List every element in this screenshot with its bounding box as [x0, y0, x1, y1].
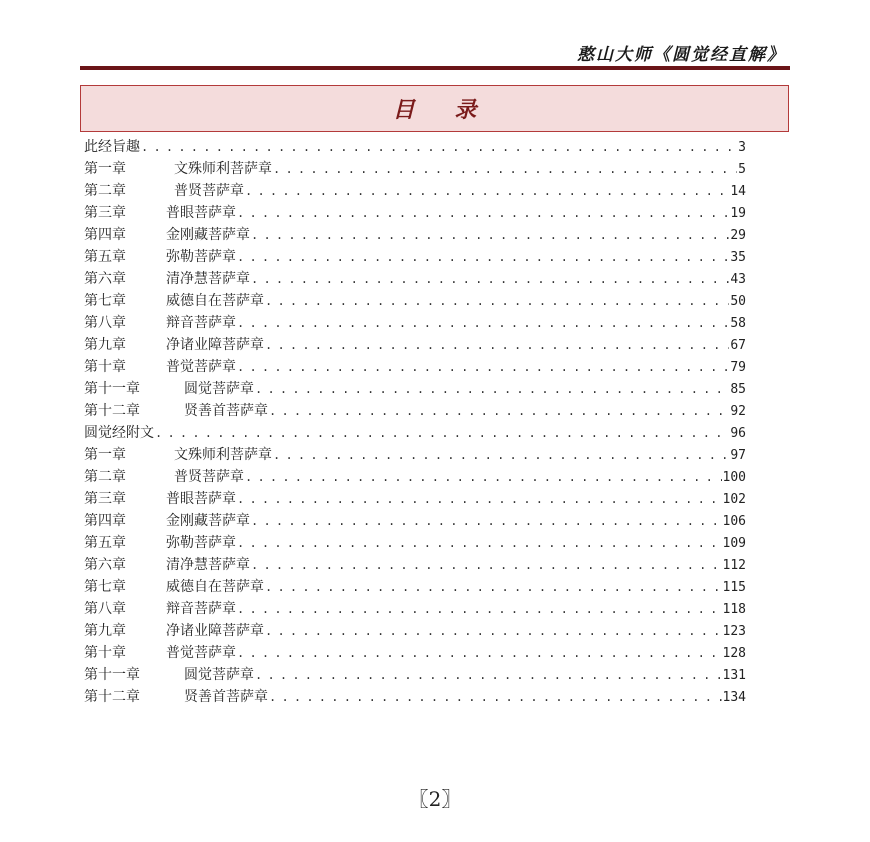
- toc-chapter-name: 威德自在菩萨章: [166, 293, 264, 309]
- toc-leader-dots: [273, 444, 729, 466]
- toc-chapter-name: 普贤菩萨章: [174, 469, 244, 485]
- toc-page-number: 43: [730, 272, 746, 287]
- toc-chapter: 第四章: [84, 227, 126, 243]
- toc-title-box: [80, 85, 789, 132]
- toc-leader-dots: [237, 202, 729, 224]
- toc-leader-dots: [255, 664, 722, 686]
- toc-entry[interactable]: [84, 664, 746, 686]
- toc-chapter: 第七章: [84, 293, 126, 309]
- toc-leader-dots: [237, 598, 722, 620]
- toc-entry[interactable]: [84, 620, 746, 642]
- toc-leader-dots: [255, 378, 729, 400]
- toc-chapter: 此经旨趣: [84, 139, 140, 155]
- toc-chapter: 圆觉经附文: [84, 425, 154, 441]
- toc-page-number: 58: [730, 316, 746, 331]
- toc-leader-dots: [269, 686, 722, 708]
- toc-entry[interactable]: [84, 136, 746, 158]
- toc-leader-dots: [245, 180, 729, 202]
- toc-page-number: 128: [722, 646, 746, 661]
- toc-leader-dots: [237, 356, 729, 378]
- toc-leader-dots: [245, 466, 722, 488]
- toc-page-number: 100: [722, 470, 746, 485]
- toc-page-number: 102: [722, 492, 746, 507]
- toc-entry[interactable]: [84, 290, 746, 312]
- toc-chapter: 第二章: [84, 183, 126, 199]
- toc-entry[interactable]: [84, 554, 746, 576]
- toc-page-number: 115: [722, 580, 746, 595]
- toc-entry[interactable]: [84, 598, 746, 620]
- toc-page-number: 106: [722, 514, 746, 529]
- toc-entry[interactable]: [84, 334, 746, 356]
- toc-chapter: 第九章: [84, 337, 126, 353]
- toc-entry[interactable]: [84, 246, 746, 268]
- toc-page-number: 5: [738, 162, 746, 177]
- running-header: 憨山大师《圆觉经直解》: [577, 45, 786, 65]
- toc-title: 目 录: [392, 97, 493, 123]
- toc-chapter: 第十章: [84, 359, 126, 375]
- toc-chapter-name: 威德自在菩萨章: [166, 579, 264, 595]
- toc-leader-dots: [265, 576, 722, 598]
- toc-leader-dots: [265, 620, 722, 642]
- toc-entry[interactable]: [84, 400, 746, 422]
- toc-entry[interactable]: [84, 444, 746, 466]
- toc-chapter: 第一章: [84, 447, 126, 463]
- toc-page-number: 96: [730, 426, 746, 441]
- toc-page-number: 85: [730, 382, 746, 397]
- toc-entry[interactable]: [84, 576, 746, 598]
- toc-entry[interactable]: [84, 356, 746, 378]
- toc-chapter: 第十二章: [84, 403, 140, 419]
- toc-chapter-name: 净诸业障菩萨章: [166, 337, 264, 353]
- header-rule: [80, 66, 790, 70]
- toc-leader-dots: [251, 224, 729, 246]
- toc-chapter: 第一章: [84, 161, 126, 177]
- toc-page-number: 92: [730, 404, 746, 419]
- toc-entry[interactable]: [84, 268, 746, 290]
- toc-entry[interactable]: [84, 686, 746, 708]
- toc-chapter: 第六章: [84, 271, 126, 287]
- toc-chapter: 第十章: [84, 645, 126, 661]
- toc-chapter: 第八章: [84, 601, 126, 617]
- toc-page-number: 123: [722, 624, 746, 639]
- toc-chapter: 第九章: [84, 623, 126, 639]
- toc-leader-dots: [273, 158, 737, 180]
- toc-entry[interactable]: [84, 488, 746, 510]
- toc-page-number: 3: [738, 140, 746, 155]
- toc-entry[interactable]: [84, 510, 746, 532]
- toc-chapter-name: 金刚藏菩萨章: [166, 227, 250, 243]
- toc-chapter: 第二章: [84, 469, 126, 485]
- toc-leader-dots: [265, 290, 729, 312]
- toc-leader-dots: [237, 312, 729, 334]
- toc-entry[interactable]: [84, 378, 746, 400]
- toc-page-number: 29: [730, 228, 746, 243]
- toc-page-number: 19: [730, 206, 746, 221]
- toc-page-number: 109: [722, 536, 746, 551]
- toc-page-number: 14: [730, 184, 746, 199]
- toc-chapter: 第十二章: [84, 689, 140, 705]
- toc-chapter-name: 弥勒菩萨章: [166, 535, 236, 551]
- toc-chapter-name: 普贤菩萨章: [174, 183, 244, 199]
- toc-page-number: 50: [730, 294, 746, 309]
- page-number: 〖2〗: [408, 787, 462, 811]
- toc-entry[interactable]: [84, 466, 746, 488]
- toc-chapter-name: 金刚藏菩萨章: [166, 513, 250, 529]
- toc-leader-dots: [237, 532, 722, 554]
- toc-chapter-name: 清净慧菩萨章: [166, 557, 250, 573]
- toc-leader-dots: [237, 642, 722, 664]
- toc-page-number: 112: [722, 558, 746, 573]
- toc-chapter: 第三章: [84, 491, 126, 507]
- toc-entry[interactable]: [84, 158, 746, 180]
- toc-page-number: 67: [730, 338, 746, 353]
- toc-chapter-name: 贤善首菩萨章: [184, 403, 268, 419]
- toc-chapter-name: 文殊师利菩萨章: [174, 447, 272, 463]
- toc-chapter: 第七章: [84, 579, 126, 595]
- toc-leader-dots: [237, 246, 729, 268]
- toc-leader-dots: [141, 136, 737, 158]
- toc-leader-dots: [251, 510, 722, 532]
- toc-chapter-name: 文殊师利菩萨章: [174, 161, 272, 177]
- toc-chapter: 第六章: [84, 557, 126, 573]
- toc-leader-dots: [265, 334, 729, 356]
- toc-leader-dots: [237, 488, 722, 510]
- toc-chapter-name: 圆觉菩萨章: [184, 381, 254, 397]
- toc-chapter-name: 净诸业障菩萨章: [166, 623, 264, 639]
- toc-chapter-name: 普觉菩萨章: [166, 359, 236, 375]
- toc-entry[interactable]: [84, 312, 746, 334]
- toc-chapter: 第三章: [84, 205, 126, 221]
- toc-chapter-name: 辩音菩萨章: [166, 315, 236, 331]
- toc-page-number: 131: [722, 668, 746, 683]
- toc-page-number: 35: [730, 250, 746, 265]
- toc-chapter-name: 清净慧菩萨章: [166, 271, 250, 287]
- toc-page-number: 134: [722, 690, 746, 705]
- toc-leader-dots: [155, 422, 729, 444]
- toc-chapter-name: 普眼菩萨章: [166, 491, 236, 507]
- toc-chapter: 第八章: [84, 315, 126, 331]
- toc-chapter-name: 普眼菩萨章: [166, 205, 236, 221]
- toc-leader-dots: [251, 554, 722, 576]
- toc-chapter: 第十一章: [84, 667, 140, 683]
- toc-chapter-name: 辩音菩萨章: [166, 601, 236, 617]
- toc-page-number: 118: [722, 602, 746, 617]
- toc-chapter: 第四章: [84, 513, 126, 529]
- toc-entry[interactable]: [84, 532, 746, 554]
- toc-chapter: 第十一章: [84, 381, 140, 397]
- toc-entry[interactable]: [84, 202, 746, 224]
- toc-chapter: 第五章: [84, 535, 126, 551]
- toc-leader-dots: [269, 400, 729, 422]
- table-of-contents: [84, 136, 746, 708]
- toc-page-number: 97: [730, 448, 746, 463]
- toc-chapter-name: 圆觉菩萨章: [184, 667, 254, 683]
- toc-entry[interactable]: [84, 180, 746, 202]
- toc-chapter-name: 弥勒菩萨章: [166, 249, 236, 265]
- toc-entry[interactable]: [84, 642, 746, 664]
- toc-page-number: 79: [730, 360, 746, 375]
- toc-entry[interactable]: [84, 224, 746, 246]
- toc-leader-dots: [251, 268, 729, 290]
- toc-chapter-name: 普觉菩萨章: [166, 645, 236, 661]
- toc-entry[interactable]: [84, 422, 746, 444]
- toc-chapter-name: 贤善首菩萨章: [184, 689, 268, 705]
- toc-chapter: 第五章: [84, 249, 126, 265]
